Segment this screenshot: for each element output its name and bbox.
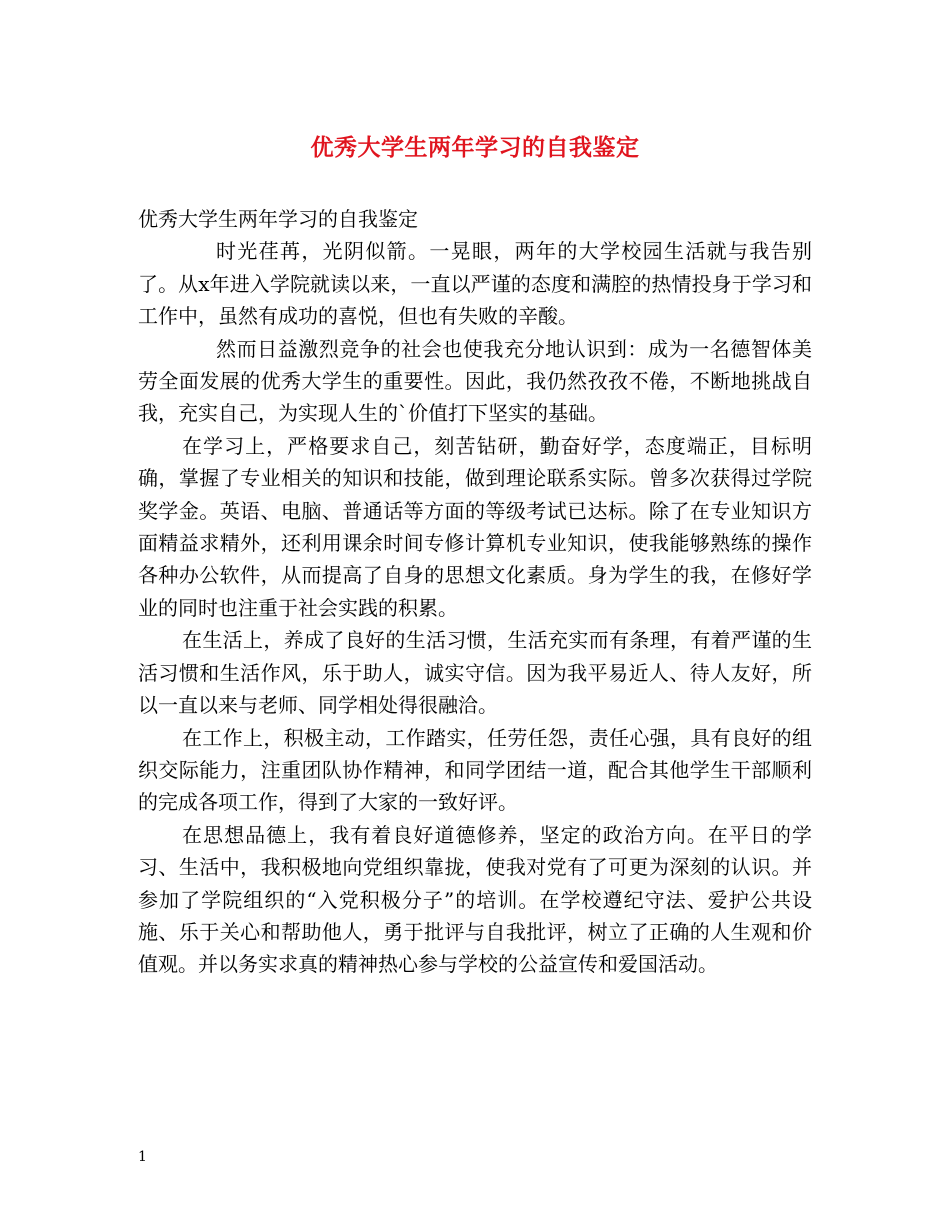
paragraph-life: 在生活上，养成了良好的生活习惯，生活充实而有条理，有着严谨的生活习惯和生活作风，乐于助人，诚实守信。因为我平易近人、待人友好，所以一直以来与老师、同学相处得很融洽。 — [138, 628, 812, 718]
paragraph-awareness: 然而日益激烈竞争的社会也使我充分地认识到：成为一名德智体美劳全面发展的优秀大学生的重要性。因此，我仍然孜孜不倦，不断地挑战自我，充实自己，为实现人生的`价值打下坚实的基础。 — [138, 336, 812, 426]
paragraph-morality: 在思想品德上，我有着良好道德修养，坚定的政治方向。在平日的学习、生活中，我积极地向党组织靠拢，使我对党有了可更为深刻的认识。并参加了学院组织的“入党积极分子”的培训。在学校遵纪守法、爱护公共设施、乐于关心和帮助他人，勇于批评与自我批评，树立了正确的人生观和价值观。并以务实求真的精神热心参与学校的公益宣传和爱国活动。 — [138, 822, 812, 977]
document-body — [138, 203, 812, 981]
page-number: 1 — [138, 1149, 147, 1165]
document-title: 优秀大学生两年学习的自我鉴定 — [310, 135, 640, 161]
paragraph-intro: 时光荏苒，光阴似箭。一晃眼，两年的大学校园生活就与我告别了。从x年进入学院就读以来，一直以严谨的态度和满腔的热情投身于学习和工作中，虽然有成功的喜悦，但也有失败的辛酸。 — [138, 239, 812, 329]
paragraph-study: 在学习上，严格要求自己，刻苦钻研，勤奋好学，态度端正，目标明确，掌握了专业相关的知识和技能，做到理论联系实际。曾多次获得过学院奖学金。英语、电脑、普通话等方面的等级考试已达标。除了在专业知识方面精益求精外，还利用课余时间专修计算机专业知识，使我能够熟练的操作各种办公软件，从而提高了自身的思想文化素质。身为学生的我，在修好学业的同时也注重于社会实践的积累。 — [138, 433, 812, 620]
document-subtitle: 优秀大学生两年学习的自我鉴定 — [138, 207, 418, 231]
paragraph-work: 在工作上，积极主动，工作踏实，任劳任怨，责任心强，具有良好的组织交际能力，注重团队协作精神，和同学团结一道，配合其他学生干部顺利的完成各项工作，得到了大家的一致好评。 — [138, 725, 812, 815]
